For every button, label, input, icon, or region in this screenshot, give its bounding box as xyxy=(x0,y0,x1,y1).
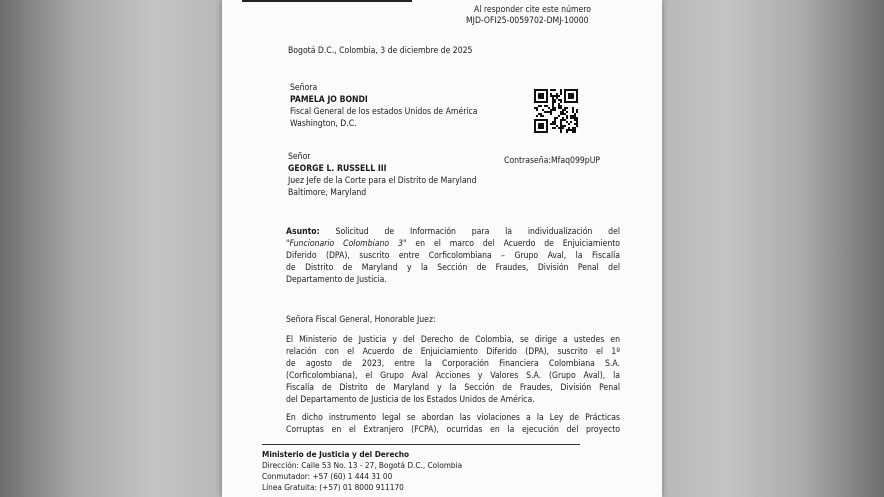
recipient2-title: Juez Jefe de la Corte para el Distrito de Maryland xyxy=(288,176,477,186)
body1-line-2: relación con el Acuerdo de Enjuiciamiento Diferido (DPA), suscrito el 1º xyxy=(286,347,620,357)
background-right-blur xyxy=(662,0,884,497)
recipient1-name: PAMELA JO BONDI xyxy=(290,95,368,105)
password-label: Contraseña:Mfaq099pUP xyxy=(504,156,601,166)
cite-label: Al responder cite este número xyxy=(474,5,591,15)
recipient1-city: Washington, D.C. xyxy=(290,119,357,129)
footer-org: Ministerio de Justicia y del Derecho xyxy=(262,449,410,459)
recipient2-salutation: Señor xyxy=(288,152,311,162)
subject-italic: "Funcionario Colombiano 3" xyxy=(286,239,407,249)
body1-line-5: Fiscalía de Distrito de Maryland y la Sección de Fraudes, División Penal xyxy=(286,383,620,393)
footer-phone: Conmutador: +57 (60) 1 444 31 00 xyxy=(262,471,393,481)
recipient1-salutation: Señora xyxy=(290,83,318,93)
background-left-blur xyxy=(0,0,222,497)
top-edge-mark xyxy=(242,0,412,2)
subject-line-1 xyxy=(286,226,620,239)
body1-line-1: El Ministerio de Justicia y del Derecho de Colombia, se dirige a ustedes en xyxy=(286,335,620,345)
subject-line-2 xyxy=(286,238,620,251)
reference-number: MJD-OFI25-0059702-DMJ-10000 xyxy=(466,16,589,26)
body1-line-3: de agosto de 2023, entre la Corporación Financiera Colombiana S.A. xyxy=(286,359,620,369)
letter-page xyxy=(222,0,662,497)
recipient1-title: Fiscal General de los estados Unidos de América xyxy=(290,107,478,117)
body2-line-1: En dicho instrumento legal se abordan las violaciones a la Ley de Prácticas xyxy=(286,413,620,423)
footer-divider xyxy=(262,444,580,445)
subject-line-5: Departamento de Justicia. xyxy=(286,275,387,285)
qr-code xyxy=(534,89,578,133)
greeting: Señora Fiscal General, Honorable Juez: xyxy=(286,315,436,325)
subject-line-3: Diferido (DPA), suscrito entre Corficolombiana – Grupo Aval, la Fiscalía xyxy=(286,251,620,261)
footer-toll-free: Línea Gratuita: (+57) 01 8000 911170 xyxy=(262,482,404,492)
subject-text-2: en el marco del Acuerdo de Enjuiciamiento xyxy=(406,239,621,249)
recipient2-city: Baltimore, Maryland xyxy=(288,188,367,198)
recipient2-name: GEORGE L. RUSSELL III xyxy=(288,164,387,174)
subject-label: Asunto: xyxy=(286,227,320,237)
subject-line-4: de Distrito de Maryland y la Sección de Fraudes, División Penal del xyxy=(286,263,620,273)
body1-line-6: del Departamento de Justicia de los Estados Unidos de América. xyxy=(286,395,535,405)
footer-address: Dirección: Calle 53 No. 13 - 27, Bogotá D.C., Colombia xyxy=(262,460,463,470)
body2-line-2: Corruptas en el Extranjero (FCPA), ocurridas en la ejecución del proyecto xyxy=(286,425,620,435)
date-line: Bogotá D.C., Colombia, 3 de diciembre de 2025 xyxy=(288,46,473,56)
subject-text-1: Solicitud de Información para la individualización del xyxy=(335,227,620,237)
body1-line-4: (Corficolombiana), el Grupo Aval Acciones y Valores S.A. (Grupo Aval), la xyxy=(286,371,620,381)
